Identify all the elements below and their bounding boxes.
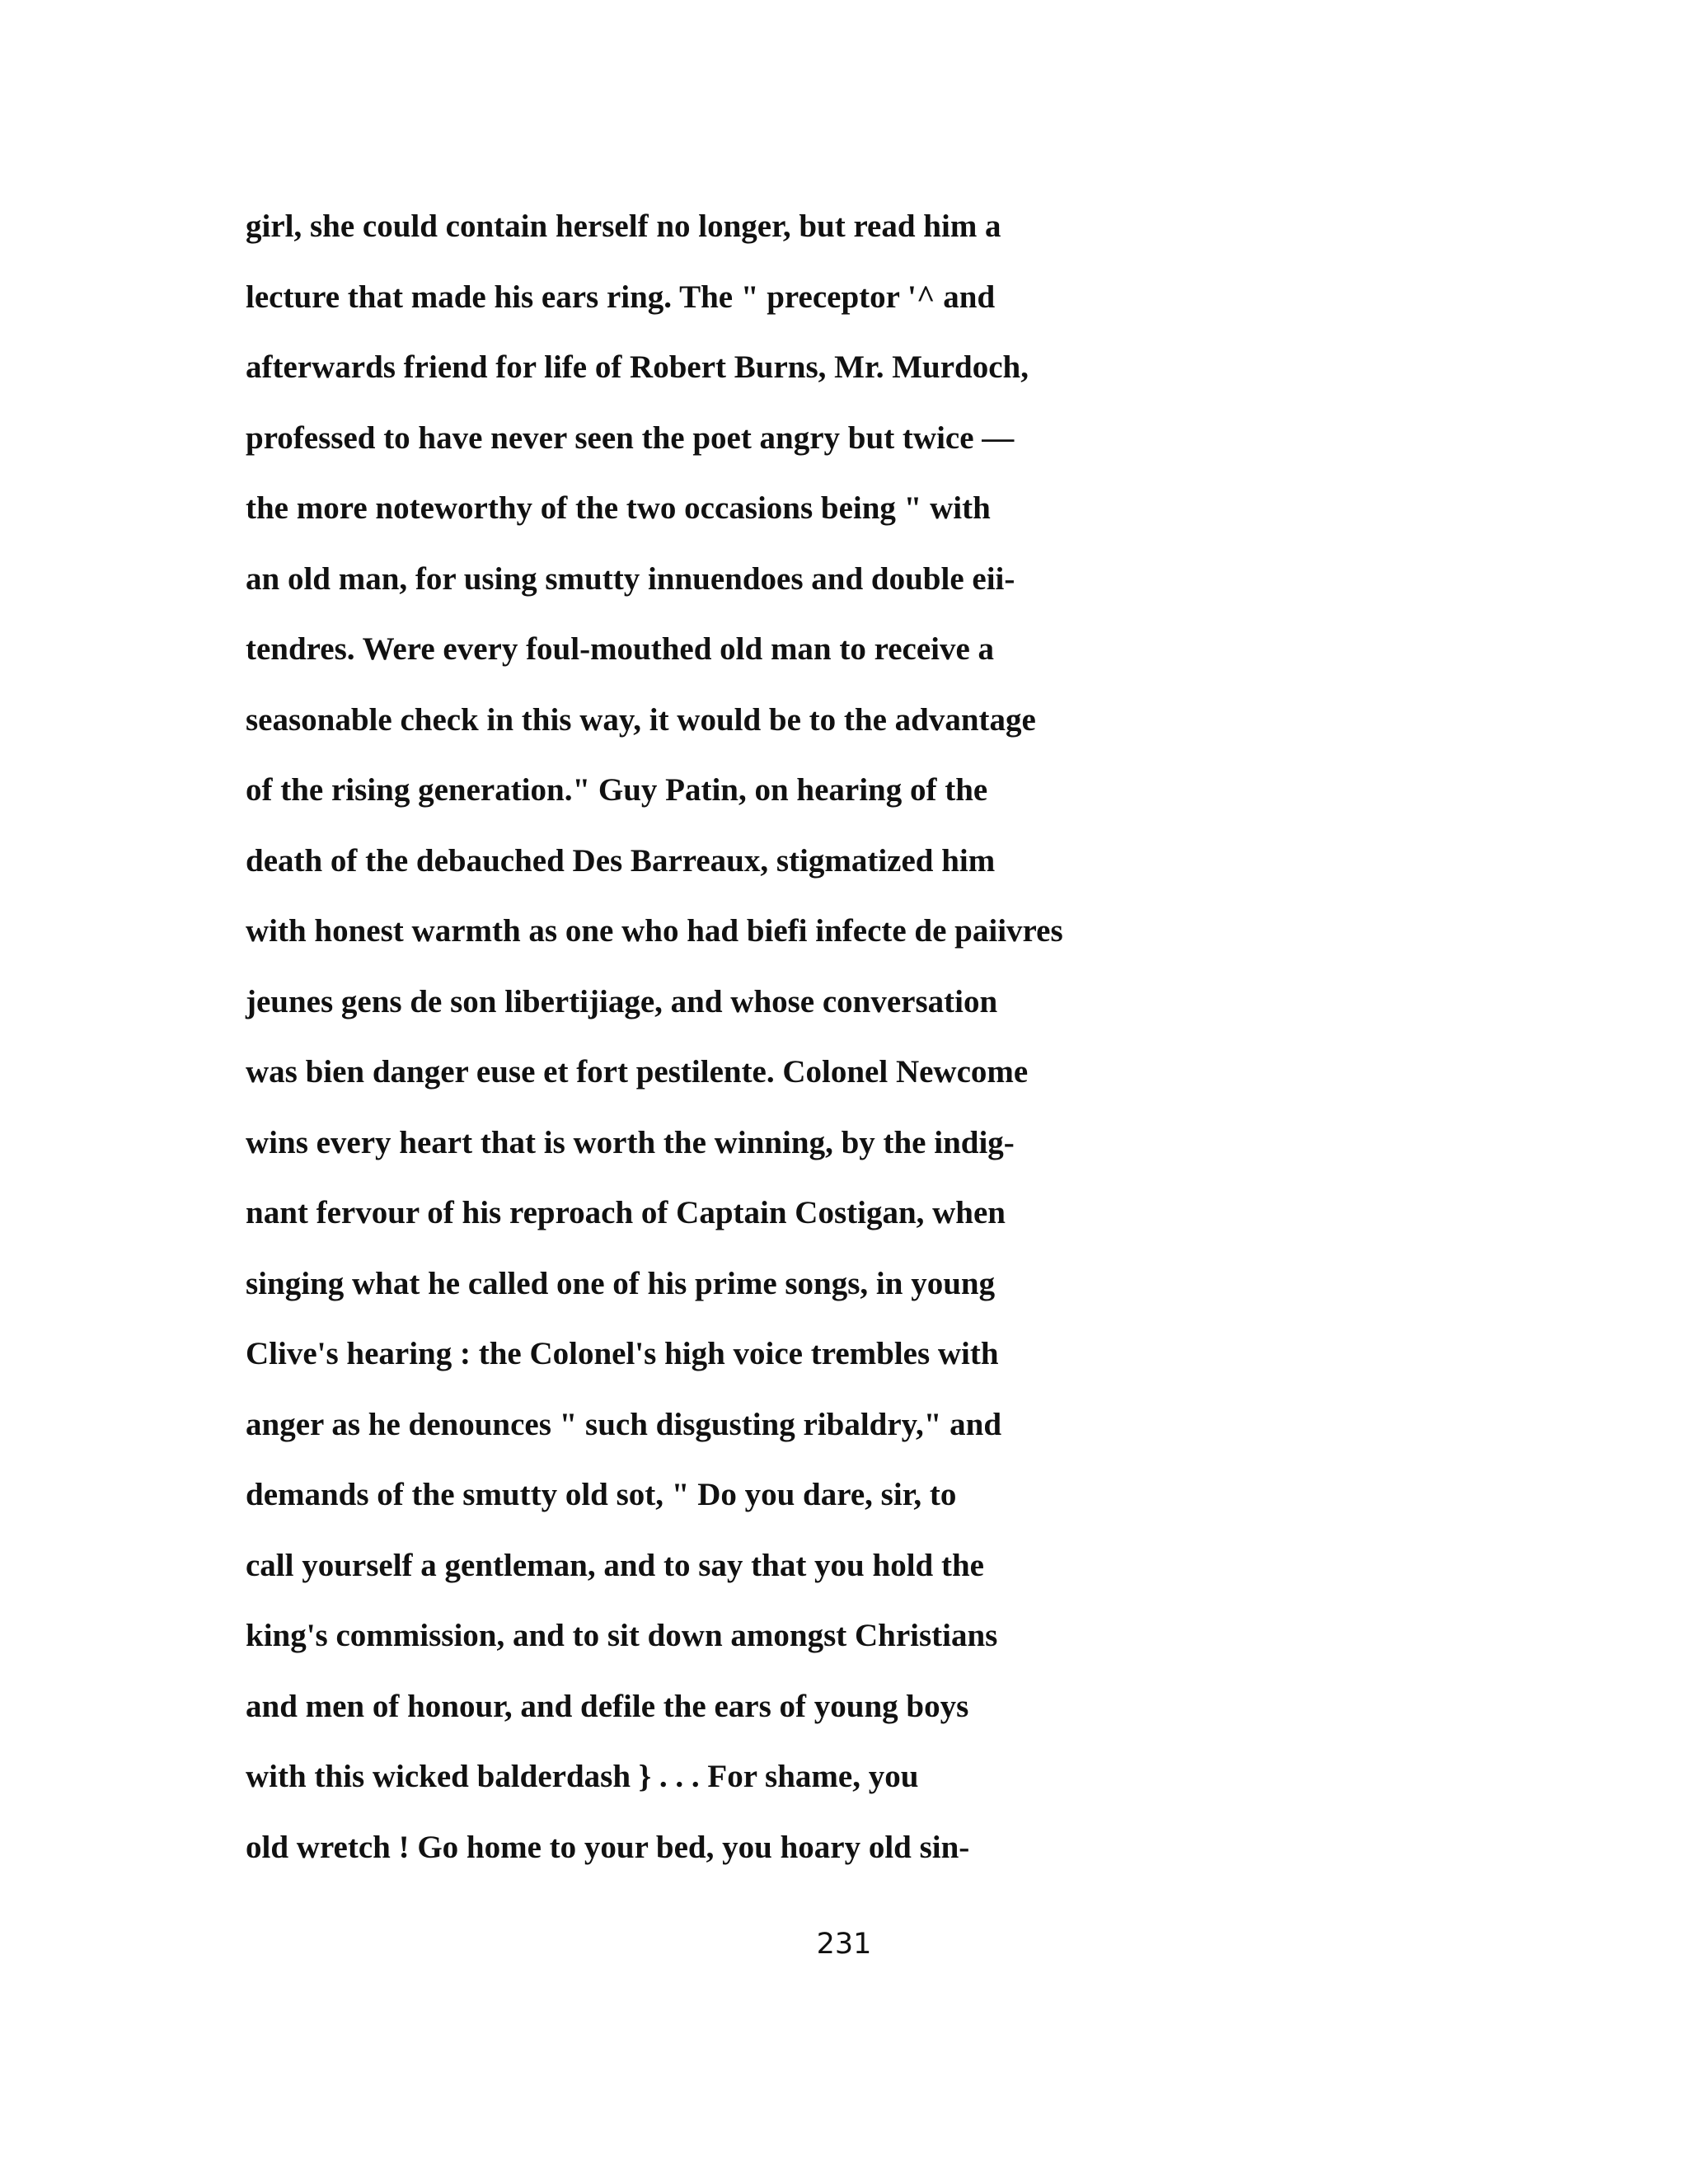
text-line: professed to have never seen the poet angry but twice — <box>246 419 1015 456</box>
text-line: of the rising generation." Guy Patin, on hearing of the <box>246 772 988 808</box>
text-line: seasonable check in this way, it would be to the advantage <box>246 701 1036 738</box>
text-line: was bien danger euse et fort pestilente. Colonel Newcome <box>246 1054 1029 1090</box>
text-line: afterwards friend for life of Robert Burns, Mr. Murdoch, <box>246 349 1029 385</box>
text-line: lecture that made his ears ring. The " preceptor '^ and <box>246 279 996 315</box>
text-line: death of the debauched Des Barreaux, stigmatized him <box>246 842 996 879</box>
text-line: an old man, for using smutty innuendoes and double eii- <box>246 560 1015 597</box>
text-line: anger as he denounces " such disgusting ribaldry," and <box>246 1406 1002 1442</box>
text-line: old wretch ! Go home to your bed, you hoary old sin- <box>246 1829 970 1865</box>
text-line: Clive's hearing : the Colonel's high voice trembles with <box>246 1336 999 1371</box>
text-line: wins every heart that is worth the winning, by the indig- <box>246 1124 1015 1160</box>
text-line: with this wicked balderdash } . . . For shame, you <box>246 1759 919 1794</box>
text-line: king's commission, and to sit down amongst Christians <box>246 1618 998 1653</box>
page-number: 231 <box>816 1928 872 1961</box>
text-line: and men of honour, and defile the ears of young boys <box>246 1688 969 1724</box>
text-line: jeunes gens de son libertijiage, and whose conversation <box>246 983 998 1019</box>
text-line: the more noteworthy of the two occasions being " with <box>246 490 991 526</box>
text-line: singing what he called one of his prime songs, in young <box>246 1265 996 1301</box>
text-line: nant fervour of his reproach of Captain Costigan, when <box>246 1195 1006 1230</box>
body-text <box>246 191 1482 1882</box>
text-line: call yourself a gentleman, and to say that you hold the <box>246 1547 984 1583</box>
text-line: demands of the smutty old sot, " Do you dare, sir, to <box>246 1477 957 1512</box>
text-line: with honest warmth as one who had biefi infecte de paiivres <box>246 913 1063 949</box>
text-line: tendres. Were every foul-mouthed old man to receive a <box>246 631 995 667</box>
text-line: girl, she could contain herself no longer, but read him a <box>246 209 1001 244</box>
